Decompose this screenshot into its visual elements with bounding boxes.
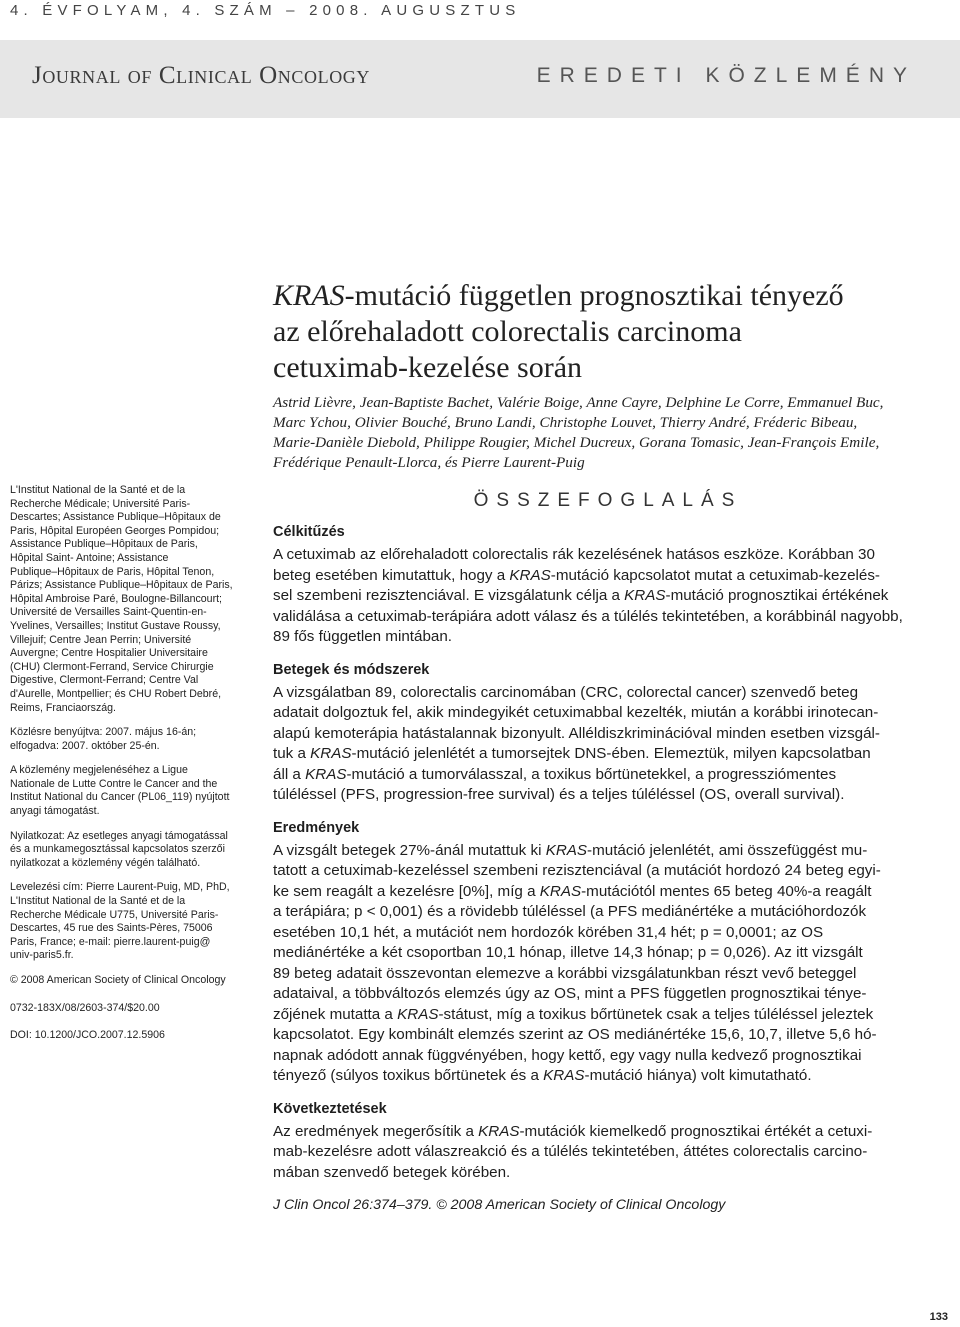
funding-note	[10, 764, 250, 818]
abstract-body	[273, 522, 955, 1216]
section-label: EREDETI KÖZLEMÉNY	[536, 64, 916, 87]
abstract-line: sel szembeni rezisztenciával. E vizsgálatunk célja a KRAS-mutáció prognosztikai értékének	[273, 587, 889, 604]
conclusions-heading: Következtetések	[273, 1100, 387, 1117]
abstract-line: tényező (súlyos toxikus bőrtünetek és a KRAS-mutáció hiánya) volt kimutatható.	[273, 1067, 812, 1084]
sidebar-line: L'Institut National de la Santé et de la	[10, 484, 186, 496]
sidebar-line: univ-paris5.fr.	[10, 949, 74, 962]
abstract-line: esetében 10,1 hét, a mutációt nem hordozók körében 31,4 hét; p = 0,0001; az OS	[273, 923, 824, 941]
abstract-line: alapú kemoterápia hatástalannak bizonyult. Alléldiszkriminációval minden esetben vizsgál-	[273, 724, 880, 742]
sidebar-line: Nyilatkozat: Az esetleges anyagi támogatással	[10, 829, 228, 842]
sidebar-line: és a munkamegosztással kapcsolatos szerzői	[10, 843, 225, 856]
sidebar-line: A közlemény megjelenéséhez a Ligue	[10, 764, 188, 777]
sidebar-line: Levelezési cím: Pierre Laurent-Puig, MD, PhD,	[10, 881, 230, 894]
page-number: 133	[929, 1311, 948, 1323]
abstract-line: adatait dolgoztuk fel, akik mindegyikét cetuximabbal kezelték, miután a korábbi irinotecan-	[273, 704, 879, 721]
disclosure-note	[10, 830, 250, 871]
journal-title: Journal of Clinical Oncology	[32, 62, 370, 89]
citation-line: J Clin Oncol 26:374–379. © 2008 American Society of Clinical Oncology	[273, 1197, 726, 1213]
abstract-line: kapcsolatot. Egy kombinált elemzés szerint az OS mediánértéke 15,6, 10,7, illetve 5,6 hó-	[273, 1026, 877, 1043]
sidebar-line: Hôpital Saint- Antoine; Assistance	[10, 551, 169, 564]
doi-line: DOI: 10.1200/JCO.2007.12.5906	[10, 1029, 165, 1042]
sidebar-line: Paris, France; e-mail: pierre.laurent-puig@	[10, 935, 211, 948]
results-section	[273, 818, 955, 1087]
sidebar-line: Descartes, 45 rue des Saints-Pères, 75006	[10, 922, 213, 935]
abstract-heading: ÖSSZEFOGLALÁS	[473, 490, 743, 511]
author-line: Marie-Danièle Diebold, Philippe Rougier, Michel Ducreux, Gorana Tomasic, Jean-François Emile,	[273, 434, 880, 451]
sidebar-line: anyagi támogatást.	[10, 805, 100, 818]
gene-name-kras: KRAS	[624, 587, 666, 604]
abstract-line: adataival, a többváltozós elemzés úgy az OS, mint a PFS független prognosztikai ténye-	[273, 985, 867, 1002]
sidebar-line: Közlésre benyújtva: 2007. május 16-án;	[10, 726, 197, 739]
affiliation-block	[10, 484, 250, 715]
abstract-line: A cetuximab az előrehaladott colorectalis rák kezelésének hatásos eszköze. Korábban 30	[273, 546, 875, 563]
sidebar-line: Hôpital Ambroise Paré, Boulogne-Billancourt;	[10, 592, 222, 605]
sidebar-line: Descartes; Assistance Publique–Hôpitaux de	[10, 511, 221, 524]
abstract-line: a terápiára; p < 0,001) és a rövidebb túléléssel (a PFS mediánértéke a mutációhordozók	[273, 903, 867, 920]
abstract-line: mab-kezelésre adott válaszreakció és a túlélés tekintetében, áttétes colorectalis carcino-	[273, 1143, 868, 1160]
abstract-line: mediánértéke a két csoportban 10,1 hónap, illetve 14,3 hónap; p = 0,026). Az itt vizsgált	[273, 944, 863, 961]
methods-section	[273, 660, 955, 806]
gene-name-kras: KRAS	[539, 882, 582, 900]
sidebar-line: Auvergne; Centre Hospitalier Universitaire	[10, 647, 208, 660]
objective-section	[273, 522, 955, 648]
abstract-line: 89 fős független mintában.	[273, 628, 453, 645]
sidebar-line: Párizs; Assistance Publique–Hôpitaux de Paris,	[10, 579, 233, 592]
correspondence-address	[10, 881, 250, 963]
methods-heading: Betegek és módszerek	[273, 661, 430, 678]
title-line-1	[273, 278, 933, 314]
sidebar-line: Institut National du Cancer (PL06_119) nyújtott	[10, 791, 230, 804]
abstract-line: Az eredmények megerősítik a KRAS-mutációk kiemelkedő prognosztikai értékét a cetuxi-	[273, 1122, 873, 1140]
abstract-line: validálása a cetuximab-terápiára adott válasz és a túlélés tekintetében, a korábbinál nagyobb,	[273, 607, 903, 625]
abstract-line: 89 beteg adatait összevontan elemezve a korábbi vizsgálatunkban részt vevő beteggel	[273, 964, 857, 982]
abstract-line: A vizsgált betegek 27%-ánál mutattuk ki KRAS-mutáció jelenlétét, ami összefüggést mu-	[273, 841, 868, 859]
gene-name-kras: KRAS	[543, 1067, 585, 1084]
sidebar-line: Villejuif; Centre Jean Perrin; Université	[10, 633, 192, 646]
conclusions-section	[273, 1099, 955, 1184]
sidebar-line: d'Aurelle, Montpellier; és CHU Robert Debré,	[10, 687, 222, 700]
title-kras: KRAS	[273, 279, 345, 312]
abstract-line: mában szenvedő betegek körében.	[273, 1163, 511, 1181]
abstract-line: túléléssel (PFS, progression-free survival) és a teljes túléléssel (OS, overall survival).	[273, 786, 845, 803]
submission-dates	[10, 726, 250, 753]
title-line-3: cetuximab-kezelése során	[273, 351, 583, 384]
gene-name-kras: KRAS	[310, 745, 352, 762]
abstract-line: zőjének mutatta a KRAS-státust, míg a toxikus bőrtünetek csak a teljes túléléssel jeleztek	[273, 1005, 874, 1023]
title-line-2: az előrehaladott colorectalis carcinoma	[273, 315, 742, 348]
abstract-line: napnak adódott annak függvényében, hogy kettő, egy vagy nulla kedvező prognosztikai	[273, 1046, 862, 1064]
objective-heading: Célkitűzés	[273, 524, 345, 540]
sidebar-line: Publique–Hôpitaux de Paris, Hôpital Tenon,	[10, 565, 215, 578]
gene-name-kras: KRAS	[545, 841, 588, 859]
sidebar	[10, 484, 250, 1057]
sidebar-line: (CHU) Clermont-Ferrand, Service Chirurgie	[10, 660, 214, 673]
author-list	[273, 393, 943, 473]
methods-text	[273, 683, 955, 806]
conclusions-text	[273, 1122, 955, 1184]
sidebar-line: Université de Versailles Saint-Quentin-en-	[10, 606, 207, 619]
author-line: Marc Ychou, Olivier Bouché, Bruno Landi, Christophe Louvet, Thierry André, Fréderic Bibeau,	[273, 414, 858, 431]
abstract-line: beteg esetében kimutattuk, hogy a KRAS-mutáció kapcsolatot mutat a cetuximab-kezelés-	[273, 566, 880, 584]
author-line: Frédérique Penault-Llorca, és Pierre Laurent-Puig	[273, 454, 585, 471]
copyright-line: © 2008 American Society of Clinical Oncology	[10, 974, 226, 986]
abstract-line: tatott a cetuximab-kezeléssel szembeni rezisztenciával (a mutációt hordozó 24 beteg egyi-	[273, 862, 881, 879]
sidebar-line: Recherche Médicale U775, Université Paris-	[10, 908, 219, 921]
abstract-line: ke sem reagált a kezelésre [0%], míg a KRAS-mutációtól mentes 65 beteg 40%-a reagált	[273, 882, 872, 900]
sidebar-line: elfogadva: 2007. október 25-én.	[10, 739, 160, 752]
header-band	[0, 40, 960, 118]
gene-name-kras: KRAS	[478, 1122, 520, 1140]
issn-line: 0732-183X/08/2603-374/$20.00	[10, 1001, 160, 1014]
objective-text	[273, 545, 955, 648]
gene-name-kras: KRAS	[397, 1005, 439, 1023]
issue-line: 4. ÉVFOLYAM, 4. SZÁM – 2008. AUGUSZTUS	[10, 2, 521, 19]
sidebar-line: L'Institut National de la Santé et de la	[10, 895, 186, 908]
abstract-line: áll a KRAS-mutáció a tumorválasszal, a toxikus bőrtünetekkel, a progressziómentes	[273, 765, 837, 783]
author-line: Astrid Lièvre, Jean-Baptiste Bachet, Valérie Boige, Anne Cayre, Delphine Le Corre, Emmanuel Buc,	[273, 394, 884, 411]
gene-name-kras: KRAS	[509, 566, 551, 584]
abstract-line: tuk a KRAS-mutáció jelenlétét a tumorsejtek DNS-ében. Elemeztük, milyen kapcsolatban	[273, 745, 871, 762]
sidebar-line: Assistance Publique–Hôpitaux de Paris,	[10, 538, 198, 551]
sidebar-line: Nationale de Lutte Contre le Cancer and the	[10, 777, 218, 790]
abstract-line: A vizsgálatban 89, colorectalis carcinomában (CRC, colorectal cancer) szenvedő beteg	[273, 683, 859, 701]
sidebar-line: nyilatkozat a közlemény végén található.	[10, 856, 201, 869]
sidebar-line: Yvelines, Versailles; Institut Gustave Roussy,	[10, 619, 221, 632]
results-heading: Eredmények	[273, 819, 360, 836]
sidebar-line: Digestive, Clermont-Ferrand; Centre Val	[10, 674, 199, 687]
sidebar-line: Recherche Médicale; Université Paris-	[10, 497, 191, 510]
title-line-1-rest: -mutáció független prognosztikai tényező	[344, 279, 844, 312]
article-title	[273, 278, 933, 386]
results-text	[273, 841, 955, 1087]
gene-name-kras: KRAS	[305, 765, 347, 783]
sidebar-line: Reims, Franciaország.	[10, 701, 116, 714]
sidebar-line: Paris, Hôpital Européen Georges Pompidou;	[10, 524, 220, 537]
